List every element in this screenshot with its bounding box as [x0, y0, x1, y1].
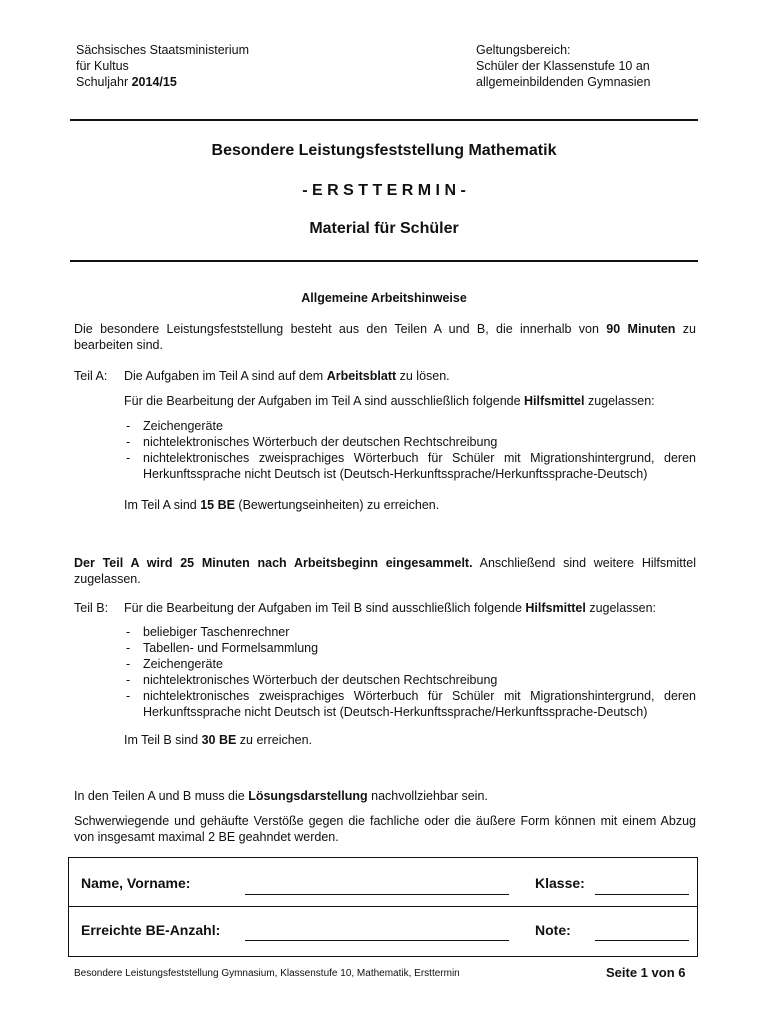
- be-count-field[interactable]: [245, 940, 509, 941]
- teil-a-section: [124, 368, 696, 513]
- school-year-value: 2014/15: [131, 75, 177, 89]
- collection-note: Der Teil A wird 25 Minuten nach Arbeitsbeginn eingesammelt. Anschließend sind weitere Hilfsmittel zugelassen.: [74, 556, 696, 586]
- klasse-label: Klasse:: [535, 875, 585, 891]
- teil-b-aids-intro: Für die Bearbeitung der Aufgaben im Teil B sind ausschließlich folgende Hilfsmittel zugelassen:: [124, 601, 657, 615]
- list-item: - nichtelektronisches zweisprachiges Wörterbuch für Schüler mit Migrationshintergrund, deren Herkunftssprache nicht Deutsch ist (Deutsch-Herkunftssprache/Herkunftssprache-Deutsch): [124, 450, 696, 482]
- intro-paragraph: Die besondere Leistungsfeststellung besteht aus den Teilen A und B, die innerhalb von 90 Minuten zu bearbeiten sind.: [74, 322, 696, 352]
- title-rule: [70, 260, 698, 262]
- list-item: - nichtelektronisches zweisprachiges Wörterbuch für Schüler mit Migrationshintergrund, deren Herkunftssprache nicht Deutsch ist (Deutsch-Herkunftssprache/Herkunftssprache-Deutsch): [124, 688, 696, 720]
- teil-a-aids-list: [124, 418, 696, 482]
- teil-a-label: Teil A:: [74, 369, 108, 383]
- note-label: Note:: [535, 922, 571, 938]
- scope-line2: Schüler der Klassenstufe 10 an: [476, 59, 650, 73]
- list-item: - Tabellen- und Formelsammlung: [124, 640, 696, 656]
- material-title: Material für Schüler: [309, 220, 459, 237]
- teil-a-points: Im Teil A sind 15 BE (Bewertungseinheiten) zu erreichen.: [124, 498, 440, 512]
- school-year: Schuljahr 2014/15: [76, 75, 177, 89]
- list-item: - nichtelektronisches Wörterbuch der deutschen Rechtschreibung: [124, 434, 696, 450]
- document-title: Besondere Leistungsfeststellung Mathematik: [211, 142, 557, 159]
- top-rule: [70, 119, 698, 121]
- list-item: - nichtelektronisches Wörterbuch der deutschen Rechtschreibung: [124, 672, 696, 688]
- list-item: - beliebiger Taschenrechner: [124, 624, 696, 640]
- list-item: - Zeichengeräte: [124, 418, 696, 434]
- violations-note: Schwerwiegende und gehäufte Verstöße gegen die fachliche oder die äußere Form können mit einem Abzug von insgesamt maximal 2 BE geahndet werden.: [74, 814, 696, 844]
- klasse-field[interactable]: [595, 894, 689, 895]
- ministry-name-line1: Sächsisches Staatsministerium: [76, 43, 249, 57]
- be-count-label: Erreichte BE-Anzahl:: [81, 922, 221, 938]
- termin-title: - E R S T T E R M I N -: [302, 182, 466, 199]
- name-label: Name, Vorname:: [81, 875, 191, 891]
- note-field[interactable]: [595, 940, 689, 941]
- scope-line3: allgemeinbildenden Gymnasien: [476, 75, 651, 89]
- teil-b-label: Teil B:: [74, 601, 109, 615]
- teil-a-worksheet-note: Die Aufgaben im Teil A sind auf dem Arbeitsblatt zu lösen.: [124, 369, 450, 383]
- teil-b-points: Im Teil B sind 30 BE zu erreichen.: [124, 733, 313, 747]
- scope-header: [476, 42, 650, 90]
- solution-presentation-note: In den Teilen A und B muss die Lösungsdarstellung nachvollziehbar sein.: [74, 789, 488, 803]
- list-item: - Zeichengeräte: [124, 656, 696, 672]
- ministry-name-line2: für Kultus: [76, 59, 129, 73]
- scope-label: Geltungsbereich:: [476, 43, 571, 57]
- teil-b-section: [124, 600, 696, 748]
- student-info-box: [68, 857, 698, 957]
- ministry-header: [76, 42, 249, 90]
- teil-b-aids-list: [124, 624, 696, 720]
- page-number: Seite 1 von 6: [606, 965, 686, 980]
- footer-text: Besondere Leistungsfeststellung Gymnasium, Klassenstufe 10, Mathematik, Ersttermin: [74, 968, 460, 979]
- name-field[interactable]: [245, 894, 509, 895]
- instructions-heading: Allgemeine Arbeitshinweise: [301, 291, 467, 305]
- box-divider: [69, 906, 697, 907]
- teil-a-aids-intro: Für die Bearbeitung der Aufgaben im Teil A sind ausschließlich folgende Hilfsmittel zugelassen:: [124, 394, 655, 408]
